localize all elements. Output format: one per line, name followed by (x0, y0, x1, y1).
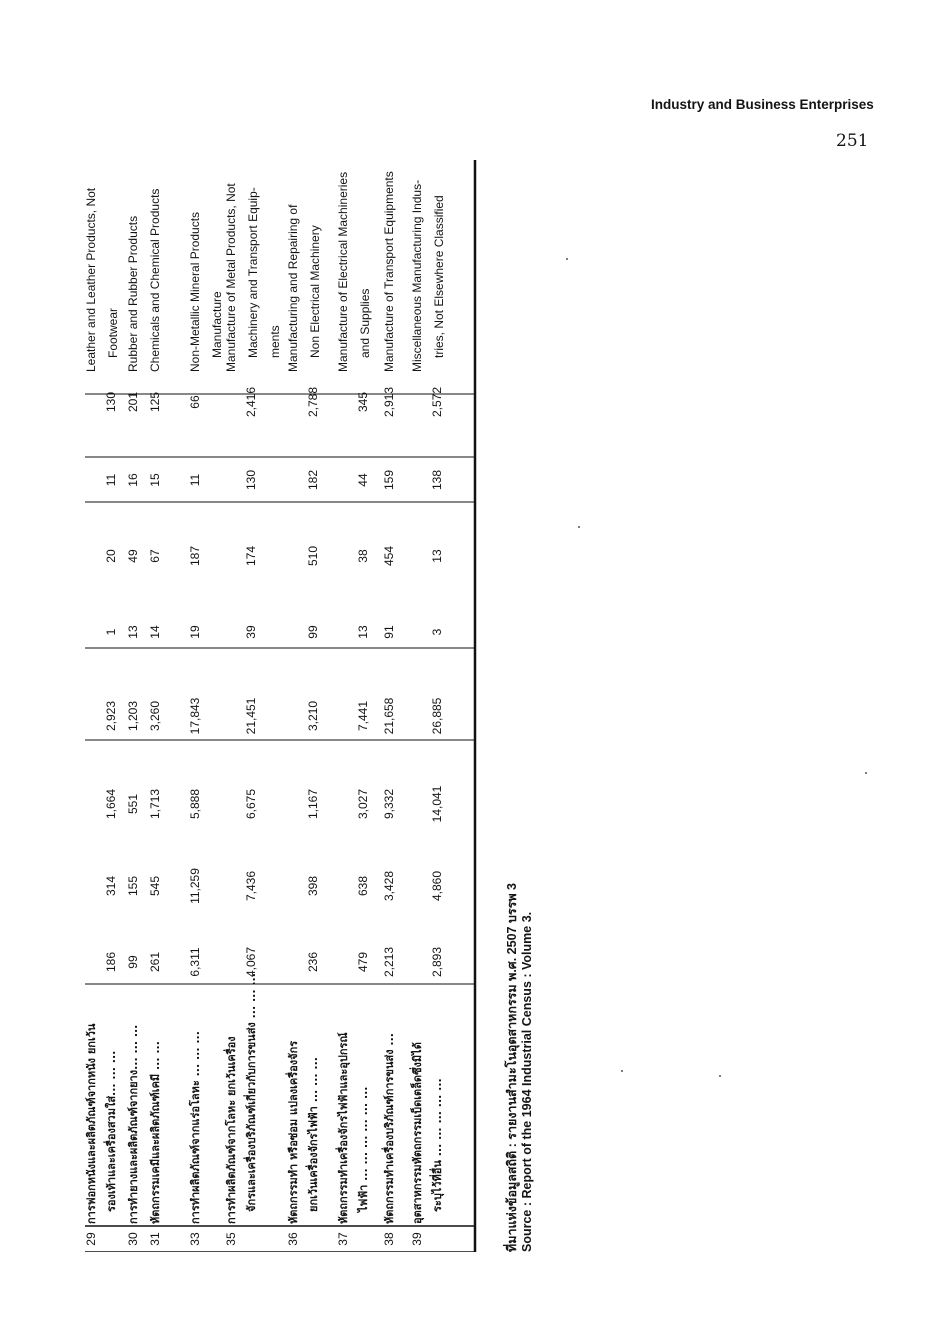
row-thai-label: ระบุไว้ที่อื่น ... ... ... ... ... (431, 1078, 444, 1212)
row-value-cell: 3,428 (382, 870, 396, 902)
row-value-cell: 11 (188, 473, 202, 487)
row-value-cell: 67 (148, 549, 162, 563)
row-value-cell: 20 (104, 549, 118, 563)
row-value-cell: 2,893 (430, 946, 444, 978)
row-code: 35 (224, 1232, 238, 1246)
row-value-cell: 159 (382, 469, 396, 491)
row-value-cell: 99 (126, 955, 140, 969)
row-value-cell: 2,788 (306, 386, 320, 418)
row-thai-label: หัตถกรรมทำ หรือซ่อม แปลงเครื่องจักร (287, 1040, 300, 1224)
row-thai-label: ยกเว้นเครื่องจักรไฟฟ้า ... ... ... (307, 1057, 320, 1212)
row-value-cell: 138 (430, 469, 444, 491)
scan-speck (566, 258, 568, 260)
row-value-cell: 1,167 (306, 788, 320, 820)
row-value-cell: 479 (356, 951, 370, 973)
row-english-label: Footwear (106, 307, 120, 358)
row-value-cell: 130 (244, 469, 258, 491)
row-value-cell: 2,923 (104, 700, 118, 732)
row-value-cell: 201 (126, 391, 140, 413)
row-value-cell: 13 (126, 625, 140, 639)
row-english-label: Chemicals and Chemical Products (148, 188, 162, 372)
row-value-cell: 91 (382, 625, 396, 639)
row-value-cell: 155 (126, 875, 140, 897)
scan-speck (865, 772, 867, 774)
row-value-cell: 2,213 (382, 946, 396, 978)
row-value-cell: 1 (104, 628, 118, 636)
row-code: 30 (126, 1232, 140, 1246)
row-thai-label: การทำผลิตภัณฑ์จากแร่อโลหะ ... ... ... (189, 1031, 202, 1224)
row-thai-label: หัตถกรรมทำเครื่องจักรไฟฟ้าและอุปกรณ์ (337, 1032, 350, 1224)
row-english-label: Manufacture of Electrical Machineries (336, 171, 350, 372)
row-value-cell: 7,441 (356, 700, 370, 732)
row-thai-label: หัตถกรรมทำเครื่องบริภัณฑ์การขนส่ง ... (383, 1033, 396, 1224)
row-value-cell: 44 (356, 473, 370, 487)
row-value-cell: 16 (126, 473, 140, 487)
row-value-cell: 236 (306, 951, 320, 973)
source-thai-line: ที่มาแห่งข้อมูลสถิติ : รายงานสำมะโนอุตสาหกรรม พ.ศ. 2507 บรรพ 3 (505, 883, 519, 1252)
row-english-label: Manufacture of Metal Products, Not (224, 183, 238, 372)
row-value-cell: 15 (148, 473, 162, 487)
row-value-cell: 26,885 (430, 697, 444, 735)
row-value-cell: 1,664 (104, 788, 118, 820)
scan-speck (719, 1075, 721, 1077)
row-value-cell: 6,311 (188, 947, 202, 977)
row-value-cell: 49 (126, 549, 140, 563)
row-value-cell: 638 (356, 875, 370, 897)
row-value-cell: 7,436 (244, 870, 258, 902)
row-value-cell: 1,713 (148, 788, 162, 820)
row-value-cell: 187 (188, 545, 202, 567)
row-value-cell: 39 (244, 625, 258, 639)
row-value-cell: 6,675 (244, 788, 258, 820)
row-english-label: Rubber and Rubber Products (126, 215, 140, 372)
scan-speck (578, 526, 580, 528)
row-value-cell: 3,210 (306, 700, 320, 732)
row-english-label: Leather and Leather Products, Not (84, 187, 98, 372)
row-value-cell: 551 (126, 793, 140, 815)
row-value-cell: 125 (148, 391, 162, 413)
source-english-line: Source : Report of the 1964 Industrial Census : Volume 3. (520, 911, 534, 1252)
row-value-cell: 261 (148, 951, 162, 973)
row-thai-label: อุตสาหกรรมหัตถกรรมเบ็ดเตล็ดซึ่งมิได้ (411, 1042, 424, 1224)
page-header-title: Industry and Business Enterprises (651, 97, 874, 112)
row-value-cell: 3,027 (356, 788, 370, 820)
row-value-cell: 14 (148, 625, 162, 639)
row-thai-label: การทำยางและผลิตภัณฑ์จากยาง... ... ... (127, 1024, 140, 1224)
row-value-cell: 4,067 (244, 946, 258, 978)
row-value-cell: 21,658 (382, 697, 396, 735)
row-thai-label: หัตถกรรมเคมีและผลิตภัณฑ์เคมี ... ... (149, 1041, 162, 1224)
row-value-cell: 17,843 (188, 697, 202, 735)
row-english-label: tries, Not Elsewhere Classified (432, 195, 446, 358)
row-thai-label: ไฟฟ้า ... ... ... ... ... ... (357, 1086, 370, 1212)
row-value-cell: 3 (430, 628, 444, 636)
row-value-cell: 14,041 (430, 785, 444, 823)
row-value-cell: 130 (104, 391, 118, 413)
row-thai-label: การฟอกหนังและผลิตภัณฑ์จากหนัง ยกเว้น (85, 1023, 98, 1224)
row-english-label: and Supplies (358, 288, 372, 358)
table-rules (65, 160, 865, 1252)
row-value-cell: 186 (104, 951, 118, 973)
row-code: 38 (382, 1232, 396, 1246)
row-thai-label: จักรและเครื่องบริภัณฑ์เกี่ยวกับการขนส่ง ... ... ... (245, 973, 258, 1212)
row-value-cell: 2,416 (244, 386, 258, 418)
row-value-cell: 21,451 (244, 697, 258, 735)
page-number: 251 (836, 131, 869, 151)
rotated-statistics-table (65, 160, 865, 1252)
row-value-cell: 13 (430, 549, 444, 563)
row-value-cell: 13 (356, 625, 370, 639)
row-code: 31 (148, 1232, 162, 1246)
row-value-cell: 11,259 (188, 868, 202, 904)
row-value-cell: 1,203 (126, 700, 140, 732)
row-value-cell: 398 (306, 875, 320, 897)
row-value-cell: 38 (356, 549, 370, 563)
row-english-label: Manufacture of Transport Equipments (382, 171, 396, 372)
row-value-cell: 99 (306, 625, 320, 639)
row-english-label: Non Electrical Machinery (308, 225, 322, 358)
row-english-label: Machinery and Transport Equip- (246, 187, 260, 358)
row-english-label: Manufacture (210, 291, 224, 358)
row-value-cell: 5,888 (188, 788, 202, 820)
row-english-label: Miscellaneous Manufacturing Indus- (410, 179, 424, 372)
scan-speck (621, 1070, 623, 1072)
row-value-cell: 2,572 (430, 386, 444, 418)
row-value-cell: 174 (244, 545, 258, 567)
row-value-cell: 314 (104, 875, 118, 897)
row-thai-label: การทำผลิตภัณฑ์จากโลหะ ยกเว้นเครื่อง (225, 1036, 238, 1224)
row-value-cell: 3,260 (148, 700, 162, 732)
row-value-cell: 11 (104, 473, 118, 487)
row-value-cell: 454 (382, 545, 396, 567)
row-value-cell: 2,913 (382, 386, 396, 418)
row-value-cell: 345 (356, 391, 370, 413)
row-code: 29 (84, 1232, 98, 1246)
row-value-cell: 66 (188, 395, 202, 409)
row-code: 33 (188, 1232, 202, 1246)
row-value-cell: 19 (188, 625, 202, 639)
row-code: 39 (410, 1232, 424, 1246)
row-code: 37 (336, 1232, 350, 1246)
row-code: 36 (286, 1232, 300, 1246)
row-english-label: ments (268, 325, 282, 358)
row-value-cell: 545 (148, 875, 162, 897)
row-value-cell: 182 (306, 469, 320, 491)
row-english-label: Non-Metallic Mineral Products (188, 211, 202, 372)
row-value-cell: 510 (306, 545, 320, 567)
row-english-label: Manufacturing and Repairing of (286, 204, 300, 372)
row-value-cell: 4,860 (430, 870, 444, 902)
row-value-cell: 9,332 (382, 788, 396, 820)
row-thai-label: รองเท้าและเครื่องสวมใส่... ... ... (105, 1050, 118, 1212)
